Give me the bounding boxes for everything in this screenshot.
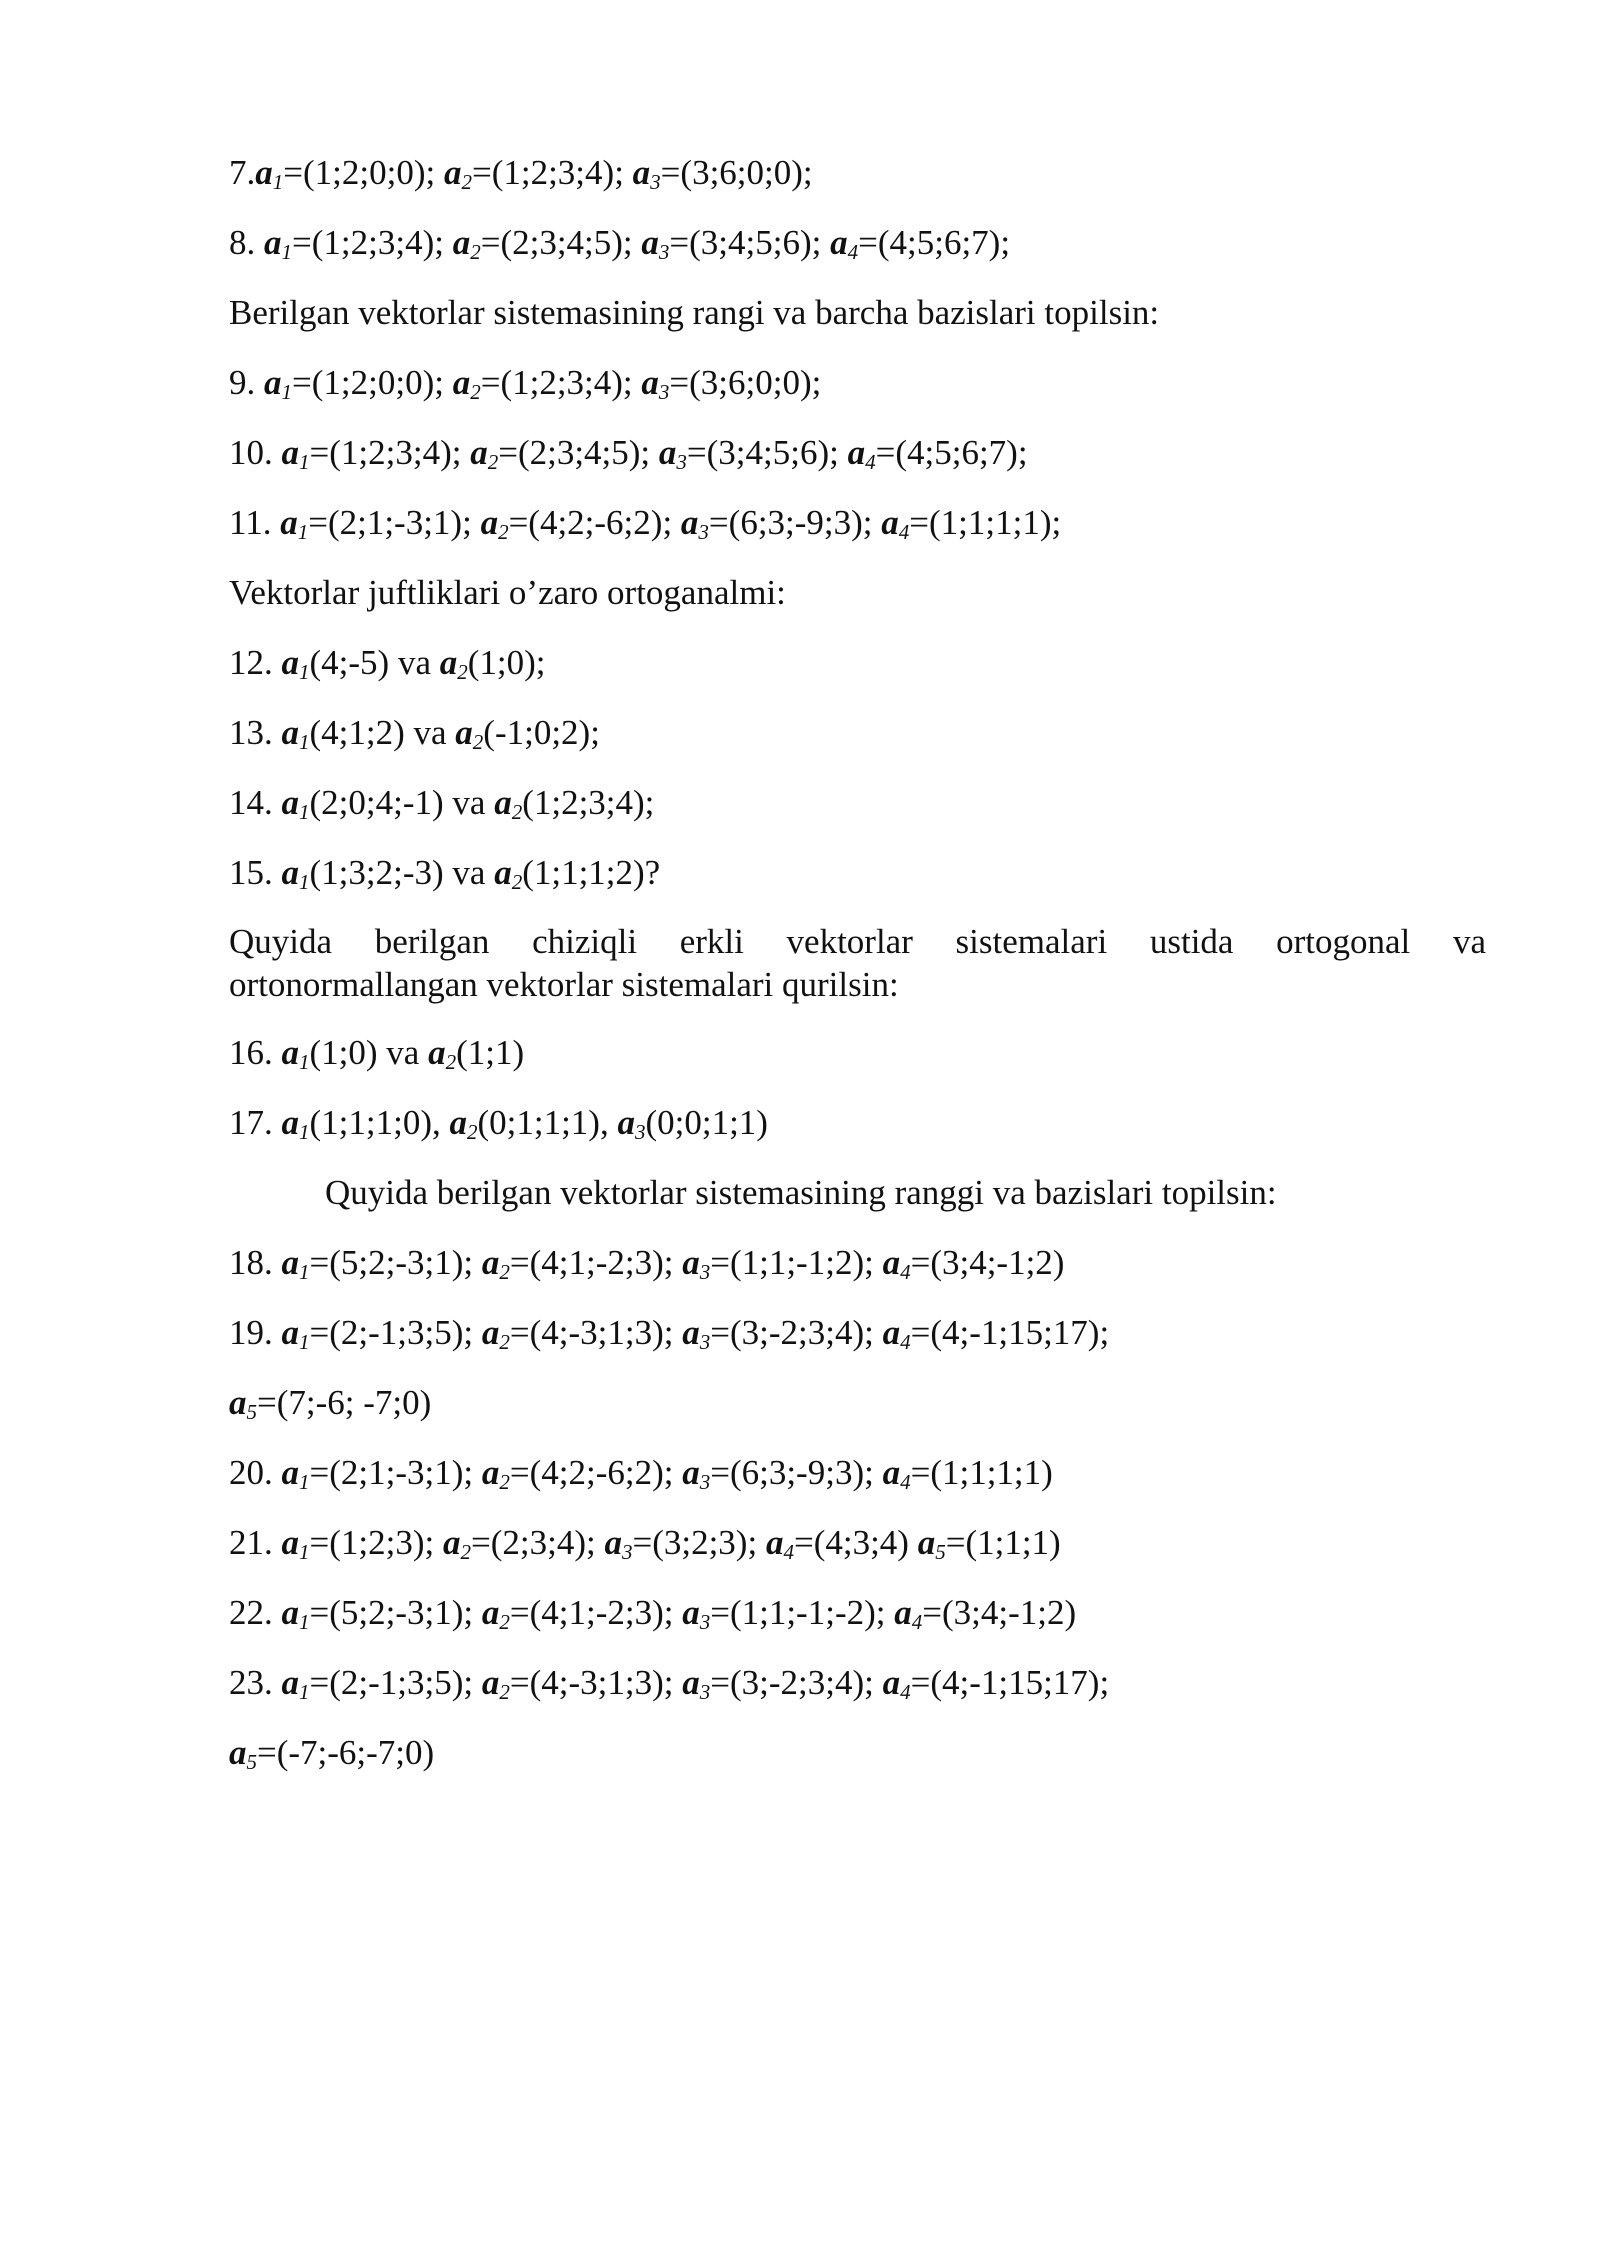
vector-symbol xyxy=(453,223,481,262)
problem-item xyxy=(229,360,1486,406)
vector-symbol xyxy=(280,503,308,542)
vector-letter: a xyxy=(480,503,499,542)
vector-components: =(3;6;0;0); xyxy=(669,363,822,402)
vector-components: =(6;3;-9;3); xyxy=(710,1453,883,1492)
vector-index: 1 xyxy=(299,730,310,754)
vector-symbol xyxy=(282,1663,310,1702)
vector-symbol xyxy=(229,1733,257,1772)
vector-symbol xyxy=(440,643,468,682)
vector-symbol xyxy=(449,1103,477,1142)
separator xyxy=(273,1313,282,1352)
vector-index: 3 xyxy=(699,1260,711,1284)
vector-index: 3 xyxy=(634,1120,646,1144)
vector-letter: a xyxy=(264,363,282,402)
vector-components: (4;1;2) va xyxy=(309,713,456,752)
vector-letter: a xyxy=(881,503,899,542)
vector-components: =(3;2;3); xyxy=(632,1523,766,1562)
vector-index: 2 xyxy=(499,1470,510,1494)
vector-components: =(5;2;-3;1); xyxy=(309,1243,482,1282)
separator xyxy=(271,503,280,542)
vector-components: (1;1;1;2)? xyxy=(522,853,661,892)
vector-index: 2 xyxy=(460,1540,471,1564)
vector-index: 3 xyxy=(698,520,709,544)
problem-item xyxy=(229,1730,1486,1776)
separator xyxy=(255,363,264,402)
vector-index: 3 xyxy=(699,1680,711,1704)
vector-components: =(4;5;6;7); xyxy=(875,433,1028,472)
vector-letter: a xyxy=(682,1313,700,1352)
vector-components: =(4;1;-2;3); xyxy=(509,1593,683,1632)
vector-components: (1;0); xyxy=(467,643,546,682)
vector-symbol xyxy=(682,1453,710,1492)
vector-letter: a xyxy=(281,1453,299,1492)
vector-index: 5 xyxy=(246,1400,257,1424)
vector-letter: a xyxy=(281,783,299,822)
problem-number: 16 xyxy=(229,1033,264,1072)
vector-index: 3 xyxy=(676,450,687,474)
vector-components: (1;1) xyxy=(456,1033,525,1072)
vector-index: 1 xyxy=(299,450,310,474)
vector-components: =(2;-1;3;5); xyxy=(309,1663,482,1702)
vector-components: =(1;1;1;1) xyxy=(910,1453,1053,1492)
vector-index: 4 xyxy=(900,1260,911,1284)
vector-symbol xyxy=(633,153,661,192)
vector-symbol xyxy=(848,433,876,472)
problem-number: 22. xyxy=(229,1593,273,1632)
vector-letter: a xyxy=(281,1663,299,1702)
problem-number: 14 xyxy=(229,783,264,822)
vector-symbol xyxy=(481,503,509,542)
vector-index: 2 xyxy=(499,1330,510,1354)
problem-item xyxy=(229,850,1486,896)
vector-components: =(2;1;-3;1); xyxy=(309,1453,482,1492)
vector-symbol xyxy=(494,853,522,892)
vector-symbol xyxy=(282,1453,310,1492)
problem-number: 8. xyxy=(229,223,256,262)
vector-index: 2 xyxy=(498,520,509,544)
vector-letter: a xyxy=(682,1453,700,1492)
vector-components: (2;0;4;-1) va xyxy=(309,783,495,822)
vector-index: 4 xyxy=(865,450,876,474)
vector-components: =(1;2;3;4); xyxy=(292,223,453,262)
problem-number: 15 xyxy=(229,853,264,892)
vector-letter: a xyxy=(439,643,458,682)
vector-letter: a xyxy=(281,1523,299,1562)
vector-index: 1 xyxy=(299,1050,310,1074)
vector-index: 4 xyxy=(847,240,859,264)
vector-letter: a xyxy=(281,713,299,752)
vector-components: (1;3;2;-3) va xyxy=(309,853,495,892)
vector-letter: a xyxy=(281,1593,299,1632)
vector-letter: a xyxy=(452,223,471,262)
vector-symbol xyxy=(883,1243,911,1282)
vector-index: 3 xyxy=(699,1330,711,1354)
vector-components: =(-7;-6;-7;0) xyxy=(257,1733,435,1772)
vector-letter: a xyxy=(641,363,659,402)
problem-number: 11. xyxy=(229,503,272,542)
vector-symbol xyxy=(453,363,481,402)
separator: . xyxy=(264,1103,282,1142)
vector-index: 2 xyxy=(470,240,481,264)
vector-symbol xyxy=(482,1663,510,1702)
vector-letter: a xyxy=(882,1313,901,1352)
vector-letter: a xyxy=(680,503,699,542)
vector-symbol xyxy=(282,1243,310,1282)
vector-components: =(4;-3;1;3); xyxy=(509,1313,683,1352)
vector-letter: a xyxy=(604,1523,622,1562)
vector-symbol xyxy=(682,1243,710,1282)
problem-number: 9. xyxy=(229,363,256,402)
vector-index: 3 xyxy=(650,170,661,194)
vector-letter: a xyxy=(882,1243,901,1282)
vector-index: 1 xyxy=(299,660,310,684)
vector-index: 2 xyxy=(470,380,481,404)
vector-letter: a xyxy=(280,503,298,542)
vector-symbol xyxy=(282,643,310,682)
vector-components: =(3;-2;3;4); xyxy=(710,1663,883,1702)
vector-symbol xyxy=(282,1103,310,1142)
vector-letter: a xyxy=(632,153,651,192)
vector-index: 1 xyxy=(299,1680,310,1704)
problem-number: 10. xyxy=(229,433,273,472)
page-content xyxy=(229,150,1486,1800)
separator xyxy=(273,1663,282,1702)
vector-symbol xyxy=(264,223,292,262)
problem-number: 18. xyxy=(229,1243,273,1282)
separator xyxy=(273,1523,282,1562)
vector-index: 1 xyxy=(299,1610,310,1634)
vector-index: 1 xyxy=(297,520,309,544)
vector-index: 4 xyxy=(900,1470,911,1494)
problem-item xyxy=(229,1520,1486,1566)
vector-index: 3 xyxy=(621,1540,633,1564)
separator xyxy=(273,1453,282,1492)
vector-components: =(4;2;-6;2); xyxy=(508,503,681,542)
vector-components: =(3;4;5;6); xyxy=(669,223,831,262)
problem-number: 7. xyxy=(229,153,256,192)
problem-item xyxy=(229,1100,1486,1146)
vector-components: =(1;2;3;4); xyxy=(480,363,642,402)
vector-index: 2 xyxy=(457,660,468,684)
vector-symbol xyxy=(604,1523,632,1562)
vector-symbol xyxy=(282,433,310,472)
vector-symbol xyxy=(682,1593,710,1632)
vector-index: 2 xyxy=(466,1120,478,1144)
vector-index: 1 xyxy=(281,380,292,404)
vector-index: 2 xyxy=(499,1610,510,1634)
problem-number: 12 xyxy=(229,643,264,682)
vector-letter: a xyxy=(255,153,273,192)
vector-letter: a xyxy=(281,433,299,472)
vector-letter: a xyxy=(682,1663,700,1702)
problem-item xyxy=(229,500,1486,546)
vector-symbol xyxy=(455,713,483,752)
vector-index: 4 xyxy=(900,1680,911,1704)
vector-components: =(4;2;-6;2); xyxy=(509,1453,683,1492)
problem-number: 20. xyxy=(229,1453,273,1492)
vector-components: (-1;0;2); xyxy=(483,713,600,752)
vector-symbol xyxy=(883,1453,911,1492)
vector-components: =(2;-1;3;5); xyxy=(309,1313,482,1352)
vector-letter: a xyxy=(847,433,866,472)
vector-symbol xyxy=(428,1033,456,1072)
vector-symbol xyxy=(766,1523,794,1562)
separator: . xyxy=(264,1033,282,1072)
problem-item xyxy=(229,1380,1486,1426)
vector-components: =(1;1;-1;-2); xyxy=(710,1593,895,1632)
problem-item xyxy=(229,1030,1486,1076)
vector-index: 4 xyxy=(783,1540,794,1564)
vector-components: =(2;3;4;5); xyxy=(498,433,659,472)
section-heading: Quyida berilgan vektorlar sistemasining ranggi va bazislari topilsin: xyxy=(325,1173,1277,1212)
vector-letter: a xyxy=(641,223,659,262)
vector-symbol xyxy=(470,433,498,472)
problem-item xyxy=(229,430,1486,476)
vector-letter: a xyxy=(281,643,299,682)
vector-index: 4 xyxy=(898,520,910,544)
vector-index: 5 xyxy=(246,1750,257,1774)
vector-components: =(5;2;-3;1); xyxy=(309,1593,482,1632)
separator xyxy=(255,223,264,262)
vector-letter: a xyxy=(617,1103,635,1142)
vector-letter: a xyxy=(428,1033,446,1072)
separator xyxy=(273,1243,282,1282)
vector-letter: a xyxy=(882,1663,901,1702)
vector-components: =(3;4;-1;2) xyxy=(910,1243,1065,1282)
vector-symbol xyxy=(264,363,292,402)
vector-components: =(4;1;-2;3); xyxy=(509,1243,683,1282)
vector-components: (1;0) va xyxy=(309,1033,429,1072)
vector-symbol xyxy=(282,1523,310,1562)
section-heading: Vektorlar juftliklari o’zaro ortoganalmi: xyxy=(229,573,786,612)
vector-symbol xyxy=(282,1033,310,1072)
vector-symbol xyxy=(482,1313,510,1352)
vector-index: 2 xyxy=(511,800,523,824)
vector-components: =(2;3;4); xyxy=(470,1523,605,1562)
vector-components: (0;0;1;1) xyxy=(645,1103,768,1142)
vector-letter: a xyxy=(481,1663,500,1702)
vector-components: (4;-5) va xyxy=(309,643,440,682)
problem-item xyxy=(229,710,1486,756)
vector-symbol xyxy=(494,783,522,822)
vector-symbol xyxy=(282,1313,310,1352)
problem-item xyxy=(229,220,1486,266)
problem-item xyxy=(229,1590,1486,1636)
vector-index: 4 xyxy=(911,1610,923,1634)
vector-letter: a xyxy=(830,223,848,262)
vector-symbol xyxy=(482,1453,510,1492)
vector-components: =(1;2;3;4); xyxy=(471,153,633,192)
problem-item xyxy=(229,1310,1486,1356)
vector-symbol xyxy=(881,503,909,542)
vector-index: 2 xyxy=(445,1050,457,1074)
vector-symbol xyxy=(641,363,669,402)
vector-components: =(1;2;3); xyxy=(309,1523,443,1562)
problem-item xyxy=(229,780,1486,826)
vector-index: 5 xyxy=(935,1540,946,1564)
separator xyxy=(273,1593,282,1632)
vector-letter: a xyxy=(264,223,282,262)
vector-symbol xyxy=(255,153,283,192)
vector-letter: a xyxy=(229,1733,247,1772)
vector-index: 1 xyxy=(299,1470,310,1494)
vector-index: 2 xyxy=(499,1680,510,1704)
vector-index: 3 xyxy=(699,1610,711,1634)
problem-item xyxy=(229,640,1486,686)
vector-components: =(4;-3;1;3); xyxy=(509,1663,683,1702)
section-paragraph xyxy=(229,920,1486,1006)
vector-symbol xyxy=(282,1593,310,1632)
problem-number: 21. xyxy=(229,1523,273,1562)
vector-symbol xyxy=(894,1593,922,1632)
vector-symbol xyxy=(682,1663,710,1702)
vector-index: 3 xyxy=(658,380,670,404)
vector-symbol xyxy=(229,1383,257,1422)
vector-components: =(4;3;4) xyxy=(793,1523,918,1562)
vector-components: =(7;-6; -7;0) xyxy=(257,1383,432,1422)
vector-symbol xyxy=(681,503,709,542)
vector-symbol xyxy=(682,1313,710,1352)
vector-letter: a xyxy=(658,433,677,472)
separator xyxy=(273,433,282,472)
vector-components: =(4;5;6;7); xyxy=(858,223,1011,262)
vector-letter: a xyxy=(449,1103,467,1142)
separator: . xyxy=(264,853,282,892)
vector-symbol xyxy=(482,1243,510,1282)
problem-number: 19. xyxy=(229,1313,273,1352)
vector-letter: a xyxy=(917,1523,936,1562)
vector-components: =(2;1;-3;1); xyxy=(308,503,481,542)
vector-components: =(1;2;0;0); xyxy=(292,363,453,402)
vector-letter: a xyxy=(481,1593,500,1632)
vector-letter: a xyxy=(682,1243,700,1282)
vector-letter: a xyxy=(443,153,462,192)
vector-index: 1 xyxy=(299,870,310,894)
problem-item xyxy=(229,1450,1486,1496)
vector-index: 1 xyxy=(281,240,292,264)
problem-item xyxy=(229,1660,1486,1706)
vector-letter: a xyxy=(281,1103,299,1142)
vector-letter: a xyxy=(494,853,512,892)
vector-letter: a xyxy=(894,1593,912,1632)
vector-symbol xyxy=(482,1593,510,1632)
vector-symbol xyxy=(443,1523,471,1562)
vector-symbol xyxy=(617,1103,645,1142)
separator: . xyxy=(264,643,282,682)
vector-components: =(1;2;3;4); xyxy=(309,433,471,472)
vector-components: (0;1;1;1), xyxy=(477,1103,618,1142)
vector-letter: a xyxy=(481,1313,500,1352)
problem-item xyxy=(229,150,1486,196)
vector-components: =(1;2;0;0) xyxy=(283,153,426,192)
vector-letter: a xyxy=(281,1313,299,1352)
vector-letter: a xyxy=(281,1243,299,1282)
vector-index: 2 xyxy=(472,730,484,754)
vector-components: =(1;1;1) xyxy=(945,1523,1061,1562)
problem-number: 13. xyxy=(229,713,273,752)
vector-letter: a xyxy=(882,1453,901,1492)
vector-components: (1;2;3;4); xyxy=(522,783,655,822)
vector-symbol xyxy=(918,1523,946,1562)
separator: . xyxy=(264,783,282,822)
vector-index: 2 xyxy=(499,1260,510,1284)
vector-components: ; xyxy=(425,153,444,192)
vector-symbol xyxy=(282,853,310,892)
vector-index: 1 xyxy=(299,1120,310,1144)
paragraph-line: ortonormallangan vektorlar sistemalari qurilsin: xyxy=(229,965,899,1004)
vector-components: =(1;1;-1;2); xyxy=(710,1243,883,1282)
vector-index: 1 xyxy=(299,1540,310,1564)
vector-letter: a xyxy=(682,1593,700,1632)
vector-components: =(4;-1;15;17); xyxy=(910,1663,1110,1702)
section-heading: Berilgan vektorlar sistemasining rangi va barcha bazislari topilsin: xyxy=(229,293,1160,332)
vector-index: 1 xyxy=(299,1260,310,1284)
vector-letter: a xyxy=(229,1383,247,1422)
problem-item xyxy=(229,1240,1486,1286)
vector-components: =(6;3;-9;3); xyxy=(708,503,882,542)
vector-letter: a xyxy=(442,1523,461,1562)
vector-symbol xyxy=(641,223,669,262)
vector-index: 2 xyxy=(487,450,499,474)
separator xyxy=(273,713,282,752)
vector-letter: a xyxy=(470,433,488,472)
vector-letter: a xyxy=(452,363,471,402)
vector-letter: a xyxy=(281,1033,299,1072)
vector-symbol xyxy=(444,153,472,192)
vector-index: 4 xyxy=(900,1330,911,1354)
vector-letter: a xyxy=(481,1453,500,1492)
paragraph-line: Quyida berilgan chiziqli erkli vektorlar sistemalari ustida ortogonal va xyxy=(229,922,1486,961)
vector-index: 1 xyxy=(272,170,284,194)
problem-number: 17 xyxy=(229,1103,264,1142)
vector-letter: a xyxy=(494,783,512,822)
vector-components: (1;1;1;0), xyxy=(309,1103,450,1142)
vector-components: =(3;6;0;0); xyxy=(660,153,813,192)
vector-index: 3 xyxy=(658,240,670,264)
vector-components: =(3;-2;3;4); xyxy=(710,1313,883,1352)
vector-index: 1 xyxy=(299,1330,310,1354)
vector-components: =(3;4;5;6); xyxy=(686,433,848,472)
vector-symbol xyxy=(282,713,310,752)
vector-letter: a xyxy=(455,713,473,752)
vector-index: 2 xyxy=(461,170,472,194)
vector-components: =(3;4;-1;2) xyxy=(922,1593,1077,1632)
vector-letter: a xyxy=(481,1243,500,1282)
vector-symbol xyxy=(282,783,310,822)
vector-components: =(2;3;4;5); xyxy=(480,223,642,262)
vector-symbol xyxy=(883,1313,911,1352)
vector-components: =(4;-1;15;17); xyxy=(910,1313,1110,1352)
vector-letter: a xyxy=(281,853,299,892)
vector-index: 3 xyxy=(699,1470,711,1494)
vector-symbol xyxy=(659,433,687,472)
vector-index: 2 xyxy=(511,870,523,894)
vector-index: 1 xyxy=(299,800,310,824)
vector-symbol xyxy=(830,223,858,262)
vector-components: =(1;1;1;1); xyxy=(909,503,1062,542)
vector-letter: a xyxy=(765,1523,784,1562)
vector-symbol xyxy=(883,1663,911,1702)
problem-number: 23. xyxy=(229,1663,273,1702)
